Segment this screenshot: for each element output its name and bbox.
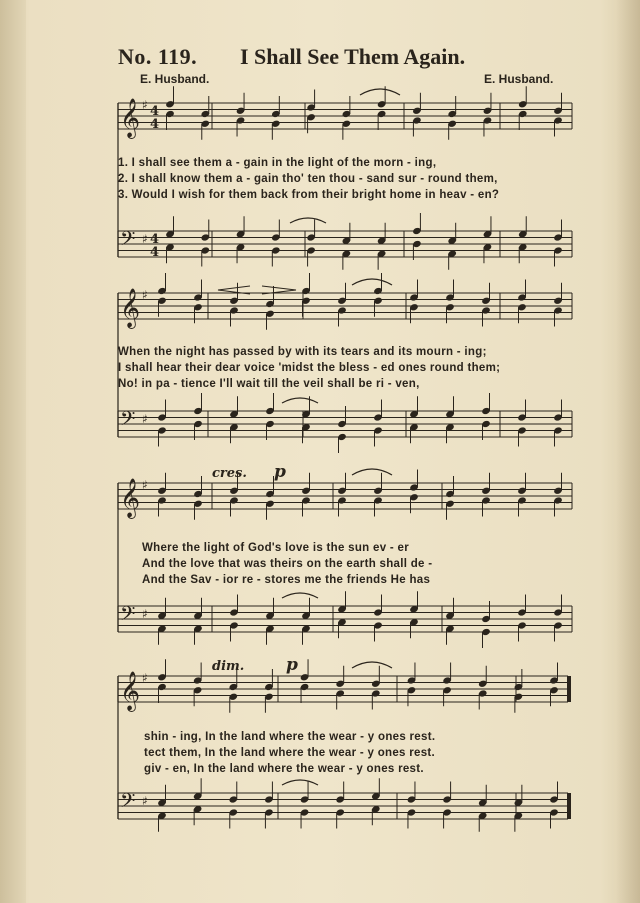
treble-clef-icon: 𝄞	[120, 98, 141, 138]
sharp-icon: ♯	[142, 288, 148, 302]
slur	[290, 218, 326, 223]
lyric-verse-3: No! in pa - tience I'll wait till the veil shall be ri - ven,	[118, 378, 420, 390]
hymn-title: I Shall See Them Again.	[240, 44, 466, 69]
slur	[282, 398, 318, 403]
treble-clef-icon: 𝄞	[120, 288, 141, 328]
sharp-icon: ♯	[142, 98, 148, 112]
lyric-verse-3: giv - en, In the land where the wear - y ones rest.	[144, 763, 424, 775]
music-credit: E. Husband.	[484, 72, 554, 86]
bass-clef-icon: 𝄢	[120, 789, 136, 817]
crescendo-mark: cres.	[212, 466, 247, 481]
lyrics-system-1	[118, 155, 568, 203]
lyric-verse-3: 3. Would I wish for them back from their bright home in heav - en?	[118, 189, 500, 201]
slur	[360, 89, 400, 95]
sharp-icon: ♯	[142, 607, 148, 621]
slur	[352, 279, 392, 285]
sharp-icon: ♯	[142, 478, 148, 492]
slur	[352, 469, 392, 475]
sharp-icon: ♯	[142, 412, 148, 426]
lyric-verse-2: tect them, In the land where the wear - y ones rest.	[144, 747, 436, 759]
sharp-icon: ♯	[142, 671, 148, 685]
time-signature-bottom: 4	[150, 117, 160, 132]
slur	[282, 593, 318, 598]
lyrics-system-2	[118, 344, 568, 392]
time-signature-top: 4	[150, 104, 160, 119]
lyrics-system-4	[144, 729, 544, 777]
time-signature-bottom: 4	[150, 245, 160, 260]
slur	[352, 662, 392, 668]
piano-mark-1: p	[274, 462, 286, 482]
slur	[282, 780, 318, 785]
lyric-verse-2: And the love that was theirs on the earth shall de -	[142, 558, 433, 570]
lyrics-system-3	[142, 540, 554, 588]
time-signature-top: 4	[150, 232, 160, 247]
lyric-verse-2: I shall hear their dear voice 'midst the bless - ed ones round them;	[118, 362, 501, 374]
treble-clef-icon: 𝄞	[120, 671, 141, 711]
hymn-number: No. 119.	[118, 44, 198, 69]
lyric-verse-1: When the night has passed by with its tears and its mourn - ing;	[118, 346, 487, 358]
bass-clef-icon: 𝄢	[120, 602, 136, 630]
sharp-icon: ♯	[142, 232, 148, 246]
piano-mark-2: p	[286, 655, 298, 675]
final-barline	[567, 793, 571, 819]
words-credit: E. Husband.	[140, 72, 210, 86]
bass-clef-icon: 𝄢	[120, 407, 136, 435]
lyric-verse-2: 2. I shall know them a - gain tho' ten thou - sand sur - round them,	[118, 173, 498, 185]
sharp-icon: ♯	[142, 794, 148, 808]
lyric-verse-1: 1. I shall see them a - gain in the light of the morn - ing,	[118, 157, 437, 169]
treble-clef-icon: 𝄞	[120, 478, 141, 518]
lyric-verse-1: shin - ing, In the land where the wear - y ones rest.	[144, 731, 436, 743]
lyric-verse-3: And the Sav - ior re - stores me the friends He has	[142, 574, 431, 586]
final-barline	[567, 676, 571, 702]
lyric-verse-1: Where the light of God's love is the sun ev - er	[142, 542, 409, 554]
diminuendo-mark: dim.	[212, 659, 245, 674]
bass-clef-icon: 𝄢	[120, 227, 136, 255]
